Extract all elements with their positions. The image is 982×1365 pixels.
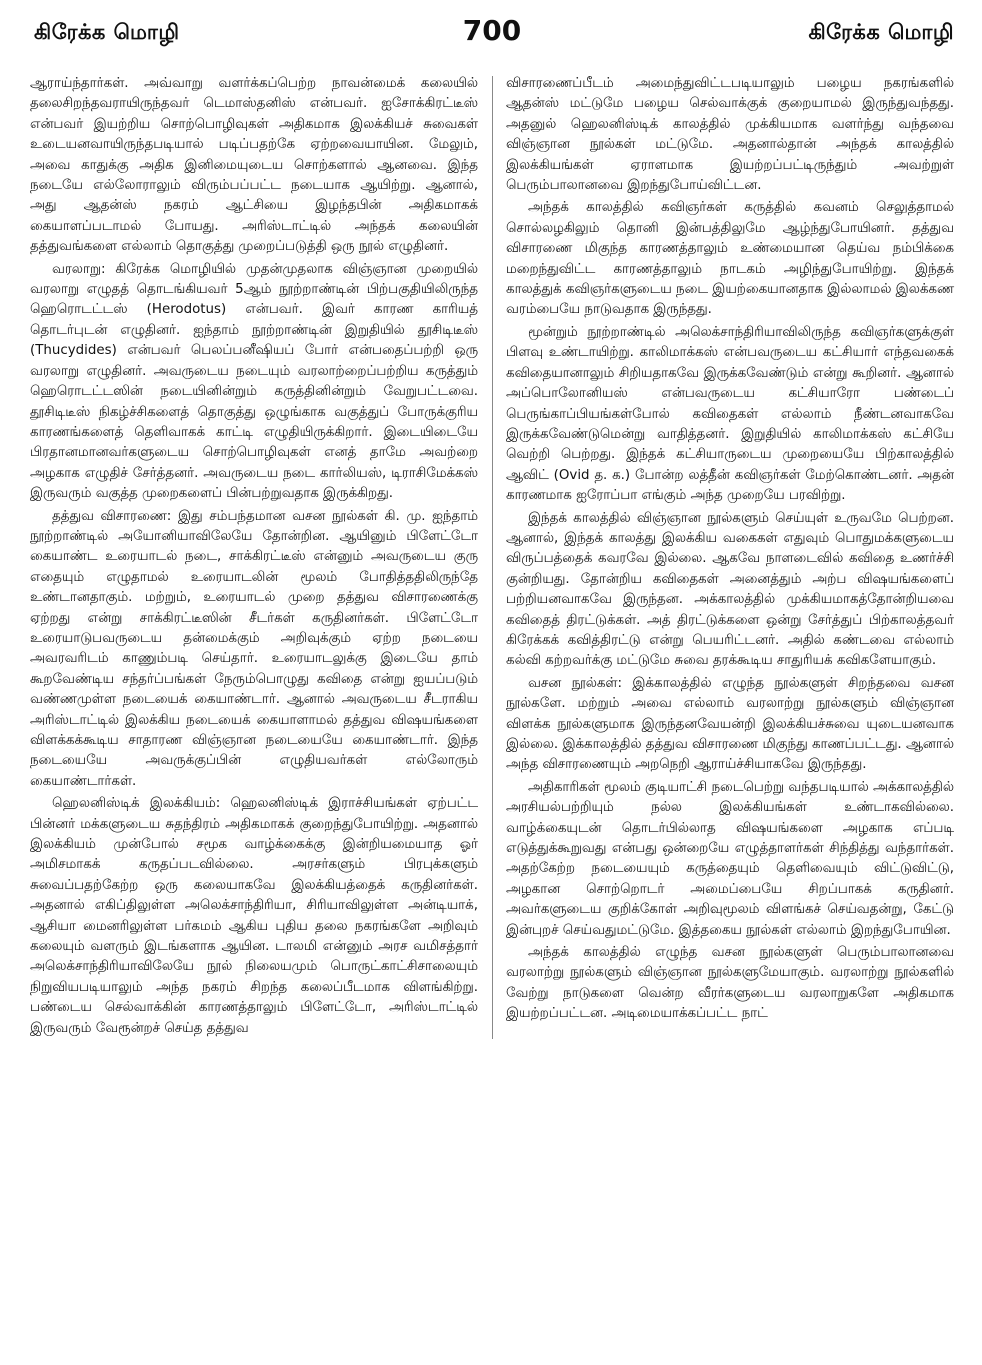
paragraph: ஹெலனிஸ்டிக் இலக்கியம்: ஹெலனிஸ்டிக் இராச்சியங்கள் ஏற்பட்ட பின்னர் மக்களுடைய சுதந்திரம் அதிகமாகக் குறைந்துபோயிற்று. அதனால் இலக்கியம் முன்போல் சமூக வாழ்க்கைக்கு இன்றியமையாத ஓர் அமிசமாகக் கருதப்படவில்லை. அரசர்களும் பிரபுக்களும் சுவைப்பதற்கேற்ற ஒரு கலையாகவே இலக்கியத்தைக் கருதினர்கள். அதனால் எகிப்திலுள்ள அலெக்சாந்திரியா, சிரியாவிலுள்ள அன்டியாக், ஆசியா மைனரிலுள்ள பர்கமம் ஆகிய புதிய தலை நகரங்களே அறிவும் கலையும் வளரும் இடங்களாக ஆயின. டாலமி என்னும் அரச வமிசத்தார் அலெக்சாந்திரியாவிலேயே நூல் நிலையமும் பொருட்காட்சிசாலையும் நிறுவியபடியாலும் அந்த நகரம் சிறந்த கலைப்பீடமாக விளங்கிற்று. பண்டைய செல்வாக்கின் காரணத்தாலும் பிளேட்டோ, அரிஸ்டாட்டில் இருவரும் வேரூன்றச் செய்த தத்துவ xyxy=(30,796,478,1036)
paragraph: அந்தக் காலத்தில் கவிஞர்கள் கருத்தில் கவனம் செலுத்தாமல் சொல்லழகிலும் தொனி இன்பத்திலுமே ஆழ்ந்துபோயினர். தத்துவ விசாரணை மிகுந்த காரணத்தாலும் உண்மையான தெய்வ நம்பிக்கை மறைந்துவிட்ட காரணத்தாலும் நாடகம் அழிந்துபோயிற்று. இந்தக் காலத்துக் கவிஞர்களுடைய நடை இயற்கையானதாக இல்லாமல் இலக்கண வரம்பையே நாடுவதாக இருந்தது. xyxy=(506,200,954,318)
column-divider xyxy=(492,76,493,1039)
page-number: 700 xyxy=(462,14,522,47)
paragraph: இந்தக் காலத்தில் விஞ்ஞான நூல்களும் செய்யுள் உருவமே பெற்றன. ஆனால், இந்தக் காலத்து இலக்கிய வகைகள் எதுவும் பொதுமக்களுடைய விருப்பத்தைக் கவரவே இல்லை. ஆகவே நாளடைவில் கவிதை உணர்ச்சி குன்றியது. தோன்றிய கவிதைகள் அனைத்தும் அற்ப விஷயங்களைப் பற்றியனவாகவே இருந்தன. அக்காலத்தில் முக்கியமாகத்தோன்றியவை கவிதைத் திரட்டுக்கள். அத் திரட்டுக்களை ஒன்று சேர்த்துப் பிற்காலத்தவர் கிரேக்கக் கவித்திரட்டு என்று பெயரிட்டனர். அதில் கண்டவை எல்லாம் கல்வி கற்றவர்க்கு மட்டுமே சுவை தரக்கூடிய சாதுரியக் கவிகளேயாகும். xyxy=(506,510,954,669)
right-column xyxy=(506,74,954,1041)
left-column xyxy=(30,74,478,1041)
paragraph: அதிகாரிகள் மூலம் குடியாட்சி நடைபெற்று வந்தபடியால் அக்காலத்தில் அரசியல்பற்றியும் நல்ல இலக்கியங்கள் உண்டாகவில்லை. வாழ்க்கையுடன் தொடர்பில்லாத விஷயங்களை அழகாக எப்படி எடுத்துக்கூறுவது என்பது ஒன்றையே எழுத்தாளர்கள் சிந்தித்து வந்தார்கள். அதற்கேற்ற நடையையும் கருத்தையும் தெளிவையும் விட்டுவிட்டு, அழகான சொற்றொடர் அமைப்பையே சிறப்பாகக் கருதினர். அவர்களுடைய குறிக்கோள் அறிவுமூலம் விளங்கச் செய்வதன்று, கேட்டு இன்புறச் செய்வதுமட்டுமே. இத்தகைய நூல்கள் எல்லாம் இறந்துபோயின. xyxy=(506,779,954,938)
paragraph: வசன நூல்கள்: இக்காலத்தில் எழுந்த நூல்களுள் சிறந்தவை வசன நூல்களே. மற்றும் அவை எல்லாம் வரலாற்று நூல்களும் விஞ்ஞான விளக்க நூல்களுமாக இருந்தனவேயன்றி இலக்கியச்சுவை யுடையனவாக இல்லை. இக்காலத்தில் தத்துவ விசாரணை மிகுந்து காணப்பட்டது. ஆனால் அந்த விசாரணையும் அறநெறி ஆராய்ச்சியாகவே இருந்தது. xyxy=(506,675,954,773)
paragraph: விசாரணைப்பீடம் அமைந்துவிட்டபடியாலும் பழைய நகரங்களில் ஆதன்ஸ் மட்டுமே பழைய செல்வாக்குக் குறையாமல் இருந்துவந்தது. அதனுல் ஹெலனிஸ்டிக் காலத்தில் முக்கியமாக வளர்ந்து வந்தவை விஞ்ஞான நூல்கள் மட்டுமே. அதனால்தான் அந்தக் காலத்தில் இலக்கியங்கள் ஏராளமாக இயற்றப்பட்டிருந்தும் அவற்றுள் பெரும்பாலானவை இறந்துபோய்விட்டன. xyxy=(506,76,954,194)
paragraph: தத்துவ விசாரணை: இது சம்பந்தமான வசன நூல்கள் கி. மு. ஐந்தாம் நூற்றாண்டில் அயோனியாவிலேயே தோன்றின. ஆயினும் பிளேட்டோ கையாண்ட உரையாடல் நடை, சாக்கிரட்டீஸ் என்னும் அவருடைய குரு எதையும் எழுதாமல் உரையாடலின் மூலம் போதித்ததிலிருந்தே உண்டானதாகும். மற்றும், உரையாடல் முறை தத்துவ விசாரணைக்கு ஏற்றது என்று சாக்கிரட்டீஸின் சீடர்கள் கருதினர்கள். பிளேட்டோ உரையாடுபவருடைய தன்மைக்கும் அறிவுக்கும் ஏற்ற நடையை அவரவரிடம் காணும்படி செய்தார். உரையாடலுக்கு இடையே தாம் கூறவேண்டிய சந்தர்ப்பங்கள் நேரும்பொழுது கவிதை என்று ஐயப்படும் வண்ணமுள்ள நடையைக் கையாண்டார். ஆனால் அவருடைய சீடராகிய அரிஸ்டாட்டில் இலக்கிய நடையைக் கையாளாமல் தத்துவ விஷயங்களை விளக்கக்கூடிய சாதாரண விஞ்ஞான நடையையே கையாண்டார். இந்த நடையையே அவருக்குப்பின் எழுதியவர்கள் எல்லோரும் கையாண்டார்கள். xyxy=(30,508,478,789)
paragraph: வரலாறு: கிரேக்க மொழியில் முதன்முதலாக விஞ்ஞான முறையில் வரலாறு எழுதத் தொடங்கியவர் 5ஆம் நூற்றாண்டின் பிற்பகுதியிலிருந்த ஹெரொடட்டஸ் (Herodotus) என்பவர். இவர் காரண காரியத் தொடர்புடன் எழுதினர். ஐந்தாம் நூற்றாண்டின் இறுதியில் தூசிடிடீஸ் (Thucydides) என்பவர் பெலப்பனீஷியப் போர் என்பதைப்பற்றி ஒரு வரலாறு எழுதினர். அவருடைய நடையும் வரலாற்றைப்பற்றிய கருத்தும் ஹெரொடட்டஸின் நடையினின்றும் கருத்தினின்றும் வேறுபட்டவை. தூசிடிடீஸ் நிகழ்ச்சிகளைத் தொகுத்து ஒழுங்காக வகுத்துப் போருக்குரிய காரணங்களைத் தெளிவாகக் காட்டி எழுதியிருக்கிறார். இடையிடையே பிரதானமானவர்களுடைய சொற்பொழிவுகள் எனத் தாமே அவற்றை அழகாக எழுதிச் சேர்த்தனர். அவருடைய நடை கார்லியஸ், டிராசிமேக்கஸ் இருவரும் வகுத்த முறைகளைப் பின்பற்றுவதாக இருக்கிறது. xyxy=(30,261,478,502)
running-title-left: கிரேக்க மொழி xyxy=(34,20,180,44)
running-title-right: கிரேக்க மொழி xyxy=(808,20,954,44)
text-columns xyxy=(30,74,954,1041)
paragraph: ஆராய்ந்தார்கள். அவ்வாறு வளர்க்கப்பெற்ற நாவன்மைக் கலையில் தலைசிறந்தவராயிருந்தவர் டெமாஸ்தனிஸ் என்பவர். ஐசோக்கிரட்டீஸ் என்பவர் இயற்றிய சொற்பொழிவுகள் அதிகமாக இலக்கியச் சுவைகள் உடையனவாயிருந்தபடியால் படிப்பதற்கே ஏற்றவையாயின. மேலும், அவை காதுக்கு அதிக இனிமையுடைய சொற்களால் ஆனவை. இந்த நடையே எல்லோராலும் விரும்பப்பட்ட நடையாக ஆயிற்று. ஆனால், அது ஆதன்ஸ் நகரம் ஆட்சியை இழந்தபின் அதிகமாகக் கையாளப்படாமல் போயது. அரிஸ்டாட்டில் அந்தக் கலையின் தத்துவங்களை எல்லாம் தொகுத்து முறைப்படுத்தி ஒரு நூல் எழுதினர். xyxy=(30,76,478,255)
page-header xyxy=(30,14,954,54)
paragraph: அந்தக் காலத்தில் எழுந்த வசன நூல்களுள் பெரும்பாலானவை வரலாற்று நூல்களும் விஞ்ஞான நூல்களுமேயாகும். வரலாற்று நூல்களில் வேற்று நாடுகளை வென்ற வீரர்களுடைய வரலாறுகளே அதிகமாக இயற்றப்பட்டன. அடிமையாக்கப்பட்ட நாட் xyxy=(506,945,954,1022)
paragraph: மூன்றும் நூற்றாண்டில் அலெக்சாந்திரியாவிலிருந்த கவிஞர்களுக்குள் பிளவு உண்டாயிற்று. காலிமாக்கஸ் என்பவருடைய கட்சியார் எந்தவகைக் கவிதையானாலும் சிறியதாகவே இருக்கவேண்டும் என்று கூறினர். ஆனால் அப்பொலோனியஸ் என்பவருடைய கட்சியாரோ பண்டைப் பெருங்காப்பியங்கள்போல் கவிதைகள் எல்லாம் நீண்டனவாகவே இருக்கவேண்டுமென்று வாதித்தனர். இறுதியில் காலிமாக்கஸ் கட்சியே வெற்றி பெற்றது. இந்தக் கட்சியாருடைய முறையையே பிற்காலத்தில் ஆவிட் (Ovid த. க.) போன்ற லத்தீன் கவிஞர்கள் மேற்கொண்டனர். அதன் காரணமாக ஐரோப்பா எங்கும் அந்த முறையே பரவிற்று. xyxy=(506,324,954,504)
